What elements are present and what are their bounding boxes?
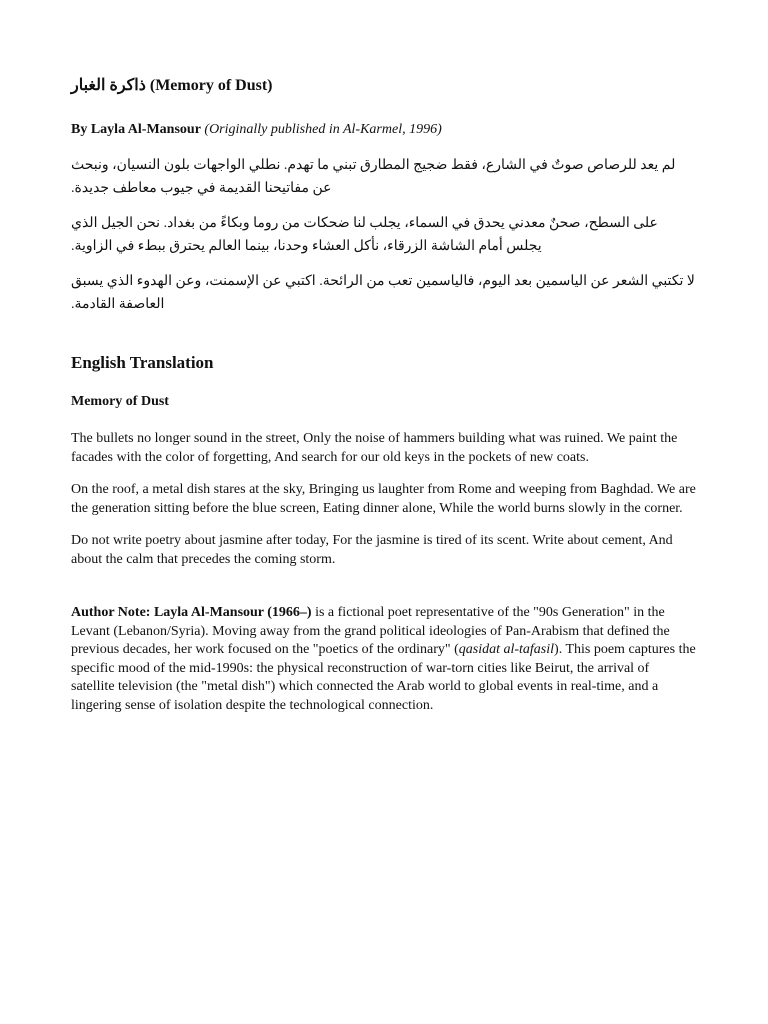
- translation-heading: English Translation: [71, 353, 214, 372]
- document-title: [71, 76, 696, 96]
- author-note-lead: Author Note: Layla Al-Mansour (1966–): [71, 605, 312, 620]
- arabic-stanza: لا تكتبي الشعر عن الياسمين بعد اليوم، فالياسمين تعب من الرائحة. اكتبي عن الإسمنت، وعن الهدوء الذي يسبق العاصفة القادمة.: [71, 274, 695, 312]
- english-stanza: On the roof, a metal dish stares at the sky, Bringing us laughter from Rome and weeping from Baghdad. We are the generation sitting before the blue screen, Eating dinner alone, While the world burns slowly in the corner.: [71, 482, 696, 516]
- author-note-text-end: ). This poem captures the specific mood of the mid-1990s: the physical reconstruction of war-torn cities like Beirut, the arrival of satellite television (the "metal dish") which connected the Arab world to global events in real-time, and a lingering sense of isolation despite the technological connection.: [71, 642, 696, 713]
- byline-author: By Layla Al-Mansour: [71, 122, 201, 137]
- byline: [71, 121, 696, 139]
- byline-publication: (Originally published in Al-Karmel, 1996): [204, 122, 442, 137]
- english-stanza: Do not write poetry about jasmine after today, For the jasmine is tired of its scent. Write about cement, And about the calm that precedes the coming storm.: [71, 533, 673, 567]
- author-note-text: is a fictional poet representative of the "90s Generation" in the Levant (Lebanon/Syria). Moving away from the grand political ideologies of Pan-Arabism that defined the previous decades, her work focused on the "poetics of the ordinary" (: [71, 605, 670, 657]
- english-stanza: The bullets no longer sound in the street, Only the noise of hammers building what was ruined. We paint the facades with the color of forgetting, And search for our old keys in the pockets of new coats.: [71, 431, 678, 465]
- title-arabic: ذاكرة الغبار: [71, 77, 146, 94]
- title-english: (Memory of Dust): [149, 77, 273, 94]
- author-note: [71, 604, 696, 715]
- arabic-stanza: على السطح، صحنٌ معدني يحدق في السماء، يجلب لنا ضحكات من روما وبكاءً من بغداد. نحن الجيل الذي يجلس أمام الشاشة الزرقاء، نأكل العشاء وحدنا، بينما العالم يحترق ببطء في الزاوية.: [71, 216, 658, 254]
- arabic-stanza: لم يعد للرصاص صوتٌ في الشارع، فقط ضجيج المطارق تبني ما تهدم. نطلي الواجهات بلون النسيان، ونبحث عن مفاتيحنا القديمة في جيوب معاطف جديدة.: [71, 158, 676, 196]
- poem-title: Memory of Dust: [71, 394, 169, 409]
- author-note-term: qasidat al-tafasil: [458, 642, 555, 657]
